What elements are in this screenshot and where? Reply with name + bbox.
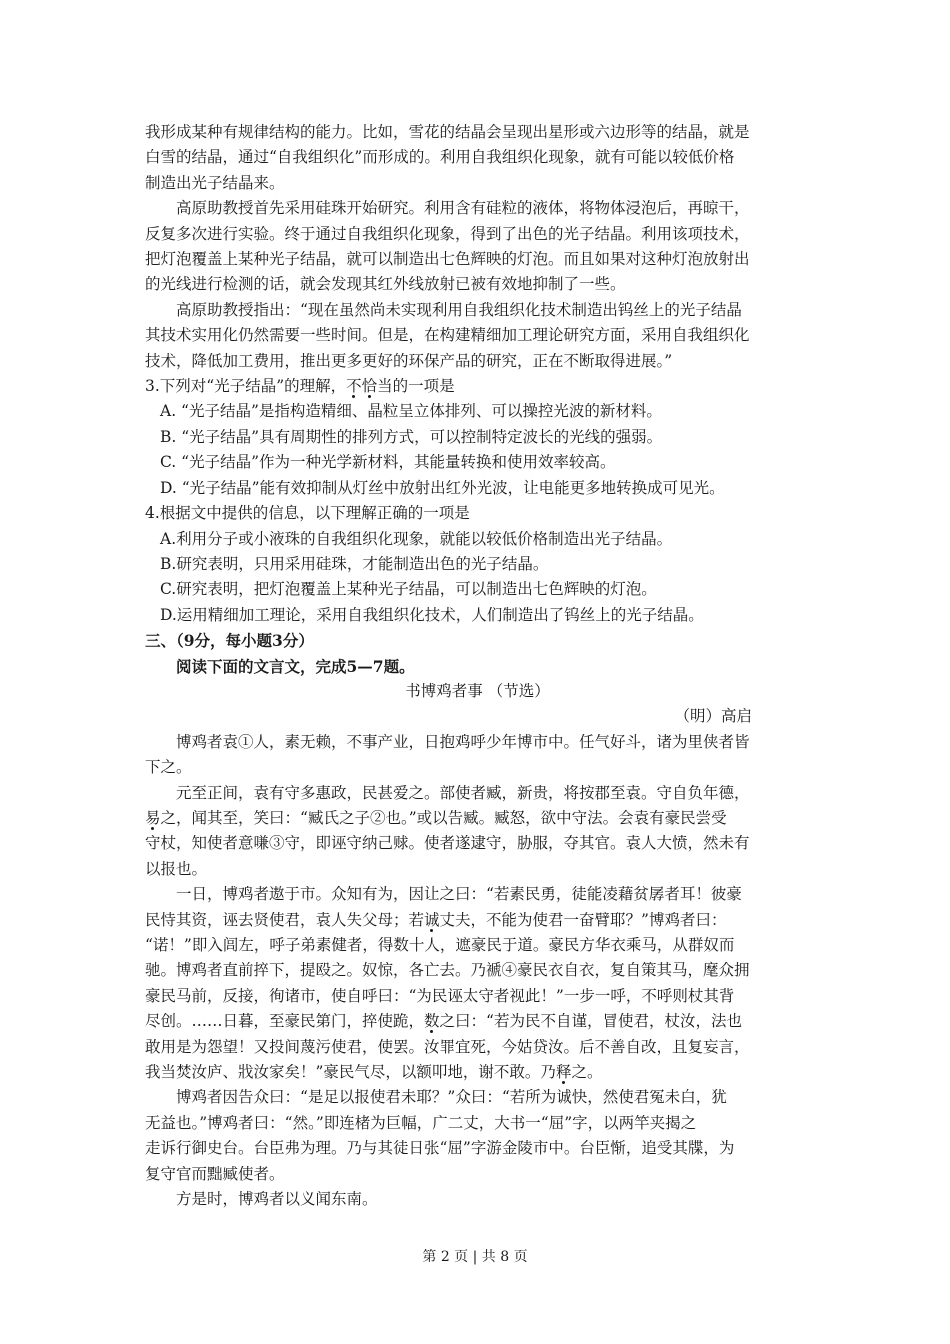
passage-line: 高原助教授首先采用硅珠开始研究。利用含有硅粒的液体，将物体浸泡后，再晾干， xyxy=(176,199,750,218)
question-3-stem: 3.下列对“光子结晶”的理解，不恰当的一项是 xyxy=(145,377,455,396)
emphasis-dot-char: 不 xyxy=(346,377,362,396)
classical-line: 敢用是为怨望！又投间蔑污使君，使罢。汝罪宜死，今姑贷汝。后不善自改，且复妄言， xyxy=(145,1037,750,1056)
page-footer: 第 2 页 | 共 8 页 xyxy=(422,1249,528,1265)
passage-line: 高原助教授指出：“现在虽然尚未实现利用自我组织化技术制造出钨丝上的光子结晶 xyxy=(176,300,742,319)
passage-line: 反复多次进行实验。终于通过自我组织化现象，得到了出色的光子结晶。利用该项技术， xyxy=(145,224,750,243)
classical-line: 走诉行御史台。台臣弗为理。乃与其徒日张“屈”字游金陵市中。台臣惭，追受其牒，为 xyxy=(145,1139,735,1158)
passage-line: 白雪的结晶，通过“自我组织化”而形成的。利用自我组织化现象，就有可能以较低价格 xyxy=(145,148,735,167)
classical-text-author: （明）高启 xyxy=(674,707,752,726)
page-content xyxy=(145,120,810,1212)
classical-line: 易之，闻其至，笑曰：“臧氏之子②也。”或以告臧。臧怒，欲中守法。会袁有豪民尝受 xyxy=(145,808,727,827)
question-3-option-c: C. “光子结晶”作为一种光学新材料，其能量转换和使用效率较高。 xyxy=(160,453,616,472)
passage-line: 把灯泡覆盖上某种光子结晶，就可以制造出七色辉映的灯泡。而且如果对这种灯泡放射出 xyxy=(145,250,750,269)
question-3-option-d: D. “光子结晶”能有效抑制从灯丝中放射出红外光波，让电能更多地转换成可见光。 xyxy=(160,478,725,497)
classical-line: 下之。 xyxy=(145,758,192,777)
classical-line: 无益也。”博鸡者曰：“然。”即连楮为巨幅，广二丈，大书一“屈”字，以两竿夹揭之 xyxy=(145,1113,697,1132)
question-4-option-c: C.研究表明，把灯泡覆盖上某种光子结晶，可以制造出七色辉映的灯泡。 xyxy=(160,580,657,599)
classical-line: 方是时，博鸡者以义闻东南。 xyxy=(176,1190,378,1209)
classical-line: 豪民马前，反接，徇诸市，使自呼曰：“为民诬太守者视此！”一步一呼，不呼则杖其背 xyxy=(145,986,735,1005)
question-3-option-a: A. “光子结晶”是指构造精细、晶粒呈立体排列、可以操控光波的新材料。 xyxy=(160,402,662,421)
passage-line: 其技术实用化仍然需要一些时间。但是，在构建精细加工理论研究方面，采用自我组织化 xyxy=(145,326,750,345)
emphasis-dot-char: 恰 xyxy=(361,377,378,396)
passage-line: 技术，降低加工费用，推出更多更好的环保产品的研究，正在不断取得进展。” xyxy=(145,351,673,370)
classical-line: 博鸡者因告众曰：“是足以报使君未耶？”众曰：“若所为诚快，然使君冤未白，犹 xyxy=(176,1088,727,1107)
classical-line: 博鸡者袁①人，素无赖，不事产业，日抱鸡呼少年博市中。任气好斗，诸为里侠者皆 xyxy=(176,732,750,751)
emphasis-dot-char: 易 xyxy=(145,808,161,827)
question-4-option-a: A.利用分子或小液珠的自我组织化现象，就能以较低价格制造出光子结晶。 xyxy=(160,529,673,548)
classical-line: “诺！”即入闾左，呼子弟素健者，得数十人，遮豪民于道。豪民方华衣乘马，从群奴而 xyxy=(145,936,735,954)
classical-line: 复守官而黜臧使者。 xyxy=(145,1164,285,1183)
passage-line: 制造出光子结晶来。 xyxy=(145,173,285,192)
passage-line: 的光线进行检测的话，就会发现其红外线放射已被有效地抑制了一些。 xyxy=(145,275,626,294)
question-4-stem: 4.根据文中提供的信息，以下理解正确的一项是 xyxy=(145,504,470,523)
section-3-instruction: 阅读下面的文言文，完成5—7题。 xyxy=(176,656,415,676)
classical-line: 元至正间，袁有守多惠政，民甚爱之。部使者臧，新贵，将按郡至袁。守自负年德， xyxy=(176,783,750,802)
classical-text-title: 书博鸡者事 （节选） xyxy=(405,681,550,700)
emphasis-dot-char: 数 xyxy=(424,1012,440,1031)
classical-line: 我当焚汝庐、戕汝家矣！”豪民气尽，以额叩地，谢不敢。乃释之。 xyxy=(145,1063,603,1082)
classical-line: 守杖，知使者意嗛③守，即诬守纳己赇。使者遂逮守，胁服，夺其官。袁人大愤，然未有 xyxy=(145,834,750,853)
question-3-option-b: B. “光子结晶”具有周期性的排列方式，可以控制特定波长的光线的强弱。 xyxy=(160,427,663,446)
classical-line: 尽创。……日暮，至豪民第门，捽使跪，数之曰：“若为民不自谨，冒使君，杖汝，法也 xyxy=(145,1012,742,1031)
question-4-option-d: D.运用精细加工理论，采用自我组织化技术，人们制造出了钨丝上的光子结晶。 xyxy=(160,605,704,624)
passage-line: 我形成某种有规律结构的能力。比如，雪花的结晶会呈现出星形或六边形等的结晶，就是 xyxy=(145,123,750,141)
classical-line: 一日，博鸡者遨于市。众知有为，因让之曰：“若素民勇，徒能凌藉贫孱者耳！彼豪 xyxy=(176,885,742,904)
section-3-header: 三、（9分，每小题3分） xyxy=(145,631,314,651)
emphasis-dot-char: 释 xyxy=(555,1063,572,1082)
emphasis-dot-char: 诚 xyxy=(424,910,440,929)
classical-line: 民恃其资，诬去贤使君，袁人失父母；若诚丈夫，不能为使君一奋臂耶？”博鸡者曰： xyxy=(145,910,727,929)
question-4-option-b: B.研究表明，只用采用硅珠，才能制造出色的光子结晶。 xyxy=(160,554,549,573)
classical-line: 驰。博鸡者直前捽下，提殴之。奴惊，各亡去。乃褫④豪民衣自衣，复自策其马，麾众拥 xyxy=(145,961,750,980)
classical-line: 以报也。 xyxy=(145,859,208,878)
